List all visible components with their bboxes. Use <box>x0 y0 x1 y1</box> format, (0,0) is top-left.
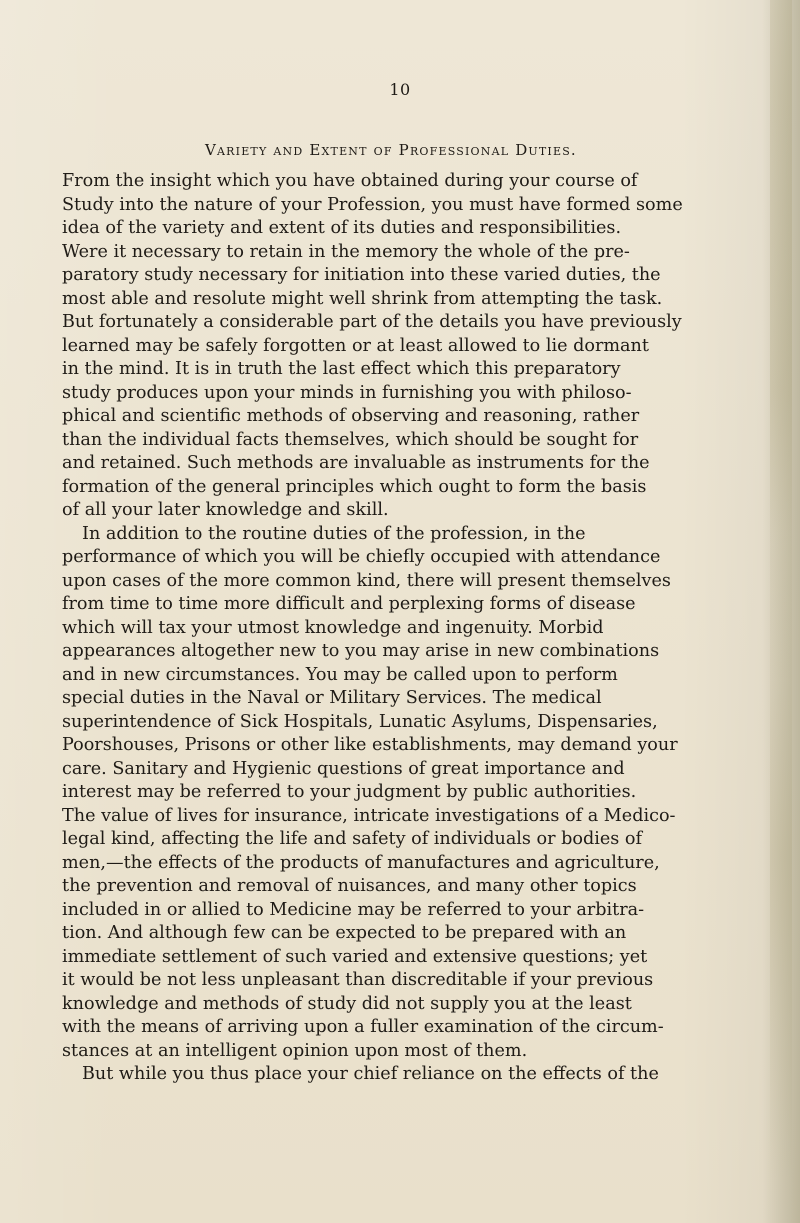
text-line: study produces upon your minds in furnishing you with philoso- <box>62 382 632 403</box>
text-line: most able and resolute might well shrink from attempting the task. <box>62 288 663 309</box>
text-line: The value of lives for insurance, intricate investigations of a Medico- <box>62 805 676 826</box>
text-line: special duties in the Naval or Military Services. The medical <box>62 688 602 708</box>
text-line: upon cases of the more common kind, there will present themselves <box>62 570 671 591</box>
text-line: superintendence of Sick Hospitals, Lunatic Asylums, Dispensaries, <box>62 711 658 732</box>
text-line: immediate settlement of such varied and extensive questions; yet <box>62 946 648 967</box>
text-line: appearances altogether new to you may arise in new combinations <box>62 641 660 661</box>
text-line: performance of which you will be chiefly occupied with attendance <box>62 547 661 567</box>
text-line: with the means of arriving upon a fuller examination of the circum- <box>62 1017 664 1037</box>
text-line: included in or allied to Medicine may be referred to your arbitra- <box>62 899 645 920</box>
body-text <box>62 170 722 1087</box>
text-line: But fortunately a considerable part of the details you have previously <box>62 312 682 332</box>
text-line: formation of the general principles which ought to form the basis <box>62 476 647 497</box>
text-line: phical and scientific methods of observing and reasoning, rather <box>62 406 640 426</box>
text-line: Were it necessary to retain in the memory the whole of the pre- <box>62 241 630 262</box>
section-title: Variety and Extent of Professional Duties. <box>205 141 577 159</box>
text-line: which will tax your utmost knowledge and ingenuity. Morbid <box>62 617 604 638</box>
text-line: in the mind. It is in truth the last effect which this preparatory <box>62 359 621 379</box>
text-line: stances at an intelligent opinion upon most of them. <box>62 1040 528 1061</box>
text-line: from time to time more difficult and perplexing forms of disease <box>62 594 636 614</box>
text-line: men,—the effects of the products of manufactures and agriculture, <box>62 852 660 873</box>
text-line: and retained. Such methods are invaluable as instruments for the <box>62 453 650 473</box>
text-line: the prevention and removal of nuisances, and many other topics <box>62 876 637 896</box>
text-line: knowledge and methods of study did not supply you at the least <box>62 993 632 1014</box>
text-line: But while you thus place your chief reliance on the effects of the <box>82 1064 659 1084</box>
text-line: paratory study necessary for initiation into these varied duties, the <box>62 265 661 285</box>
text-line: legal kind, affecting the life and safety of individuals or bodies of <box>62 829 643 849</box>
text-line: and in new circumstances. You may be called upon to perform <box>62 664 618 685</box>
text-line: of all your later knowledge and skill. <box>62 500 389 520</box>
text-line: it would be not less unpleasant than discreditable if your previous <box>62 970 654 990</box>
text-line: care. Sanitary and Hygienic questions of great importance and <box>62 758 625 779</box>
text-line: Poorshouses, Prisons or other like establishments, may demand your <box>62 735 678 755</box>
text-line: tion. And although few can be expected to be prepared with an <box>62 923 627 943</box>
text-line: In addition to the routine duties of the profession, in the <box>82 523 586 544</box>
text-line: than the individual facts themselves, which should be sought for <box>62 429 639 450</box>
text-line: learned may be safely forgotten or at least allowed to lie dormant <box>62 335 649 356</box>
page-number: 10 <box>389 80 411 99</box>
text-line: Study into the nature of your Profession, you must have formed some <box>62 194 683 215</box>
paper-stain <box>770 0 792 1223</box>
text-line: interest may be referred to your judgment by public authorities. <box>62 782 637 802</box>
text-line: idea of the variety and extent of its duties and responsibilities. <box>62 218 622 238</box>
text-line: From the insight which you have obtained during your course of <box>62 171 638 191</box>
